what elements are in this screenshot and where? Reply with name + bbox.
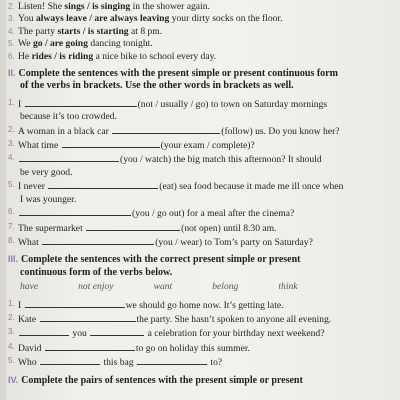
list-item: 2. A woman in a black car (follow) us. Do you know her? <box>8 124 340 137</box>
section-verbs-below <box>8 253 388 369</box>
answer-blank[interactable] <box>112 124 220 134</box>
answer-blank[interactable] <box>25 97 137 107</box>
answer-blank[interactable] <box>42 235 154 245</box>
section-heading: II. Complete the sentences with the present simple or present continuous form <box>8 68 338 80</box>
list-item: 5. I never (eat) sea food because it made me ill once when <box>8 180 344 193</box>
answer-blank[interactable] <box>25 298 125 308</box>
answer-blank[interactable] <box>48 179 158 189</box>
list-item: 3. you a celebration for your birthday next weekend? <box>8 327 325 340</box>
list-item: 8. What (you / wear) to Tom’s party on Saturday? <box>8 235 313 248</box>
list-item: 6. He rides / is riding a nice bike to school every day. <box>8 50 217 62</box>
answer-blank[interactable] <box>137 355 207 365</box>
answer-blank[interactable] <box>19 326 69 336</box>
list-item: 2. Listen! She sings / is singing in the shower again. <box>8 1 210 12</box>
answer-blank[interactable] <box>40 355 100 365</box>
answer-blank[interactable] <box>19 206 131 216</box>
word-bank-item: not enjoy <box>78 281 114 293</box>
list-item: 5. Who this bag to? <box>8 356 223 369</box>
answer-blank[interactable] <box>90 326 144 336</box>
section-pairs <box>8 374 388 387</box>
section-heading: IV. Complete the pairs of sentences with the present simple or present <box>8 374 303 386</box>
answer-blank[interactable] <box>62 138 160 148</box>
section-heading: III. Complete the sentences with the correct present simple or present <box>8 254 301 266</box>
list-item: 1. I (not / usually / go) to town on Saturday mornings <box>8 97 328 110</box>
list-item: 3. What time (your exam / complete)? <box>8 139 255 152</box>
answer-blank[interactable] <box>19 152 119 162</box>
list-item: 5. We go / are going dancing tonight. <box>8 38 153 50</box>
section-heading-cont: continuous form of the verbs below. <box>20 266 173 278</box>
list-item: 6. (you / go out) for a meal after the cinema? <box>8 207 295 220</box>
list-item-cont: be very good. <box>20 166 73 178</box>
word-bank-item: want <box>153 281 173 293</box>
word-bank-item: have <box>20 281 39 293</box>
section-present-forms-brackets <box>8 67 388 249</box>
list-item: 7. The supermarket (not open) until 8.30 am. <box>8 221 277 234</box>
word-bank <box>8 281 388 293</box>
list-item-cont: I was younger. <box>20 193 77 205</box>
list-item: 4. David to go on holiday this summer. <box>8 341 250 354</box>
section-choose-form <box>8 1 388 63</box>
list-item: 2. Kate the party. She hasn’t spoken to anyone all evening. <box>8 312 332 325</box>
answer-blank[interactable] <box>40 312 136 322</box>
answer-blank[interactable] <box>45 341 135 351</box>
section-heading-cont: of the verbs in brackets. Use the other words in brackets as well. <box>20 80 294 92</box>
worksheet-page <box>6 0 400 400</box>
list-item: 3. You always leave / are always leaving your dirty socks on the floor. <box>8 13 283 25</box>
list-item: 4. The party starts / is starting at 8 pm. <box>8 25 163 37</box>
list-item: 4. (you / watch) the big match this afternoon? It should <box>8 153 322 166</box>
list-item: 1. I we should go home now. It’s getting late. <box>8 298 284 311</box>
list-item-cont: because it’s too crowded. <box>20 111 117 123</box>
word-bank-item: think <box>278 281 298 293</box>
word-bank-item: belong <box>212 281 239 293</box>
answer-blank[interactable] <box>86 221 180 231</box>
